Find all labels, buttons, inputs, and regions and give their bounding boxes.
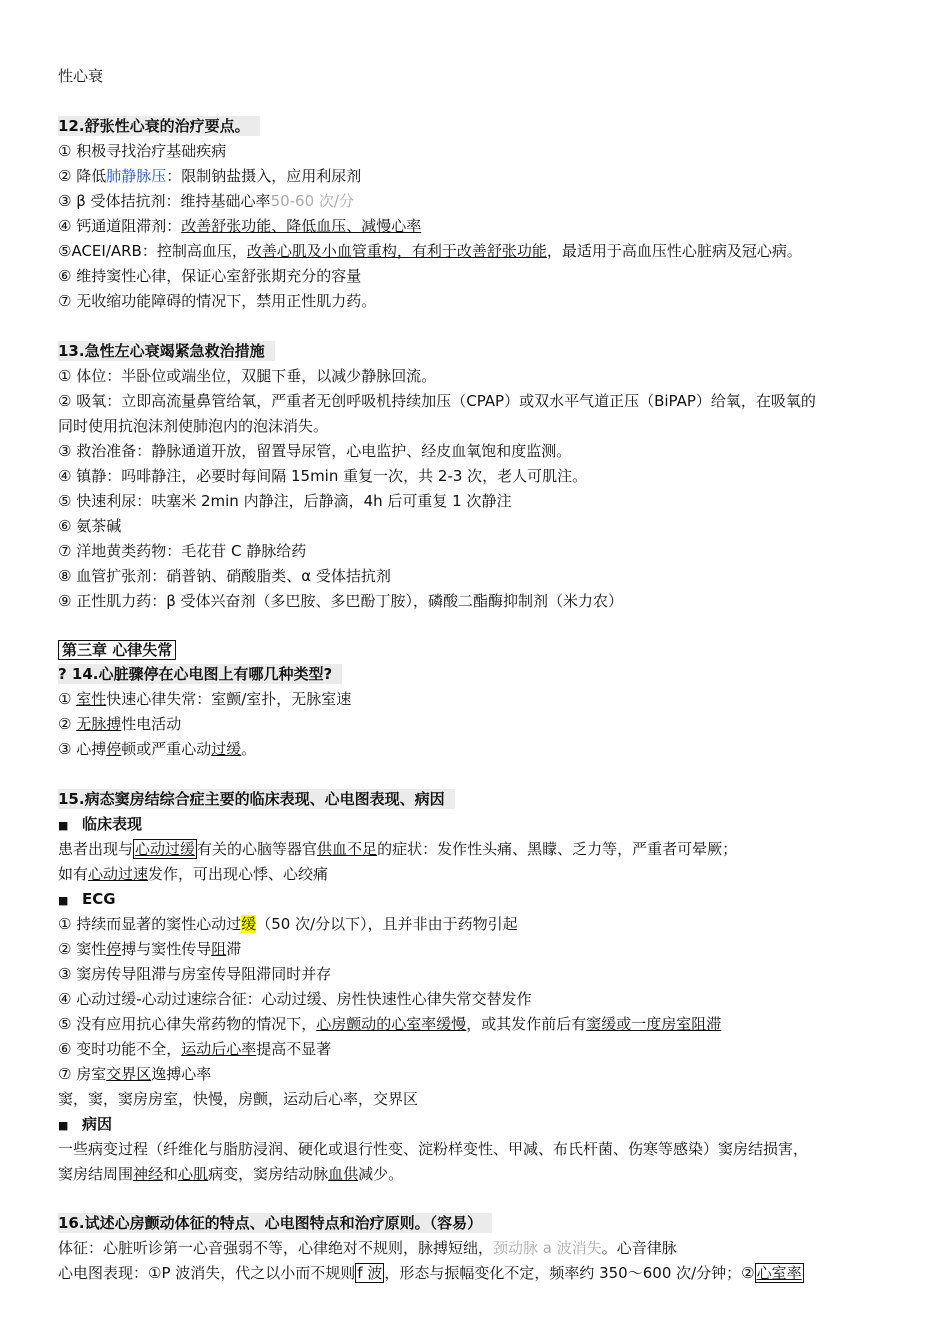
text-line: ⑤ 快速利尿：呋塞米 2min 内静注，后静滴，4h 后可重复 1 次静注 <box>58 492 512 510</box>
bullet-item: ■ 病因 <box>58 1114 910 1136</box>
section-heading-13: 13.急性左心衰竭紧急救治措施 <box>58 341 910 363</box>
text-line: ③ β 受体拮抗剂：维持基础心率50-60 次/分 <box>58 192 354 210</box>
faded-text: 50-60 次/分 <box>270 192 354 210</box>
text-line: 一些病变过程（纤维化与脂肪浸润、硬化或退行性变、淀粉样变性、甲减、布氏杆菌、伤寒等感染）窦房结损害， <box>58 1140 809 1158</box>
text-line: ⑤ 没有应用抗心律失常药物的情况下，心房颤动的心室率缓慢，或其发作前后有窦缓或一度房室阻滞 <box>58 1015 722 1033</box>
text-line: ③ 窦房传导阻滞与房室传导阻滞同时并存 <box>58 965 332 983</box>
text-line: 体征：心脏听诊第一心音强弱不等，心律绝对不规则，脉搏短绌，颈动脉 a 波消失。心音律脉 <box>58 1239 677 1257</box>
bullet-item: ■ ECG <box>58 889 910 911</box>
text-line: ⑦ 洋地黄类药物：毛花苷 C 静脉给药 <box>58 542 307 560</box>
blue-term: 肺静脉压 <box>106 167 167 185</box>
text-line: ③ 心搏停顿或严重心动过缓。 <box>58 740 257 758</box>
text-line: 窦房结周围神经和心肌病变，窦房结动脉血供减少。 <box>58 1165 404 1183</box>
text-line: ② 降低肺静脉压：限制钠盐摄入，应用利尿剂 <box>58 167 362 185</box>
section-heading-16: 16.试述心房颤动体征的特点、心电图特点和治疗原则。（容易） <box>58 1213 910 1235</box>
text-line: ④ 钙通道阻滞剂：改善舒张功能、降低血压、减慢心率 <box>58 217 422 235</box>
text-line: 同时使用抗泡沫剂使肺泡内的泡沫消失。 <box>58 417 329 435</box>
text-line: ④ 镇静：吗啡静注，必要时每间隔 15min 重复一次，共 2-3 次，老人可肌注。 <box>58 467 588 485</box>
highlighted-text: 缓 <box>241 915 257 933</box>
text-line: ⑨ 正性肌力药：β 受体兴奋剂（多巴胺、多巴酚丁胺），磷酸二酯酶抑制剂（米力农） <box>58 592 624 610</box>
text-line: ⑥ 变时功能不全，运动后心率提高不显著 <box>58 1040 332 1058</box>
text-line: ② 吸氧：立即高流量鼻管给氧，严重者无创呼吸机持续加压（CPAP）或双水平气道正压（BiPAP）给氧，在吸氧的 <box>58 392 816 410</box>
text-line: 患者出现与 心动过缓 有关的心脑等器官供血不足的症状：发作性头痛、黑矇、乏力等，严重者可晕厥； <box>58 840 738 858</box>
text-line: 窦，窦，窦房房室，快慢，房颤，运动后心率，交界区 <box>58 1090 419 1108</box>
text-line: ① 室性快速心律失常：室颤/室扑，无脉室速 <box>58 690 352 708</box>
section-heading-12: 12.舒张性心衰的治疗要点。 <box>58 116 910 138</box>
text-line: ① 体位：半卧位或端坐位，双腿下垂，以减少静脉回流。 <box>58 367 437 385</box>
text-line: ③ 救治准备：静脉通道开放，留置导尿管，心电监护、经皮血氧饱和度监测。 <box>58 442 572 460</box>
section-heading-14: ? 14.心脏骤停在心电图上有哪几种类型? <box>58 664 910 686</box>
square-bullet-icon: ■ <box>58 894 69 907</box>
text-line: ⑥ 维持窦性心律，保证心室舒张期充分的容量 <box>58 267 362 285</box>
text-line: ① 持续而显著的窦性心动过缓（50 次/分以下），且并非由于药物引起 <box>58 915 518 933</box>
text-line: ⑦ 无收缩功能障碍的情况下，禁用正性肌力药。 <box>58 292 377 310</box>
bullet-item: ■ 临床表现 <box>58 814 910 836</box>
faded-text: 颈动脉 a 波消失 <box>493 1239 602 1257</box>
text-line: 性心衰 <box>58 67 104 85</box>
text-line: ① 积极寻找治疗基础疾病 <box>58 142 227 160</box>
chapter-title: 第三章 心律失常 <box>58 640 910 662</box>
square-bullet-icon: ■ <box>58 819 69 832</box>
section-heading-15: 15.病态窦房结综合症主要的临床表现、心电图表现、病因 <box>58 789 910 811</box>
text-line: 如有心动过速发作，可出现心悸、心绞痛 <box>58 865 329 883</box>
text-line: ⑥ 氨茶碱 <box>58 517 122 535</box>
text-line: ② 窦性停搏与窦性传导阻滞 <box>58 940 242 958</box>
text-line: ⑧ 血管扩张剂：硝普钠、硝酸脂类、α 受体拮抗剂 <box>58 567 391 585</box>
text-line: ④ 心动过缓-心动过速综合征：心动过缓、房性快速性心律失常交替发作 <box>58 990 532 1008</box>
text-line: 心电图表现：①P 波消失，代之以小而不规则 f 波 ，形态与振幅变化不定，频率约 350～600 次/分钟；② 心室率 <box>58 1264 802 1282</box>
text-line: ② 无脉搏性电活动 <box>58 715 182 733</box>
square-bullet-icon: ■ <box>58 1119 69 1132</box>
text-line: ⑤ACEI/ARB：控制高血压，改善心肌及小血管重构，有利于改善舒张功能，最适用于高血压性心脏病及冠心病。 <box>58 242 802 260</box>
text-line: ⑦ 房室交界区逸搏心率 <box>58 1065 212 1083</box>
